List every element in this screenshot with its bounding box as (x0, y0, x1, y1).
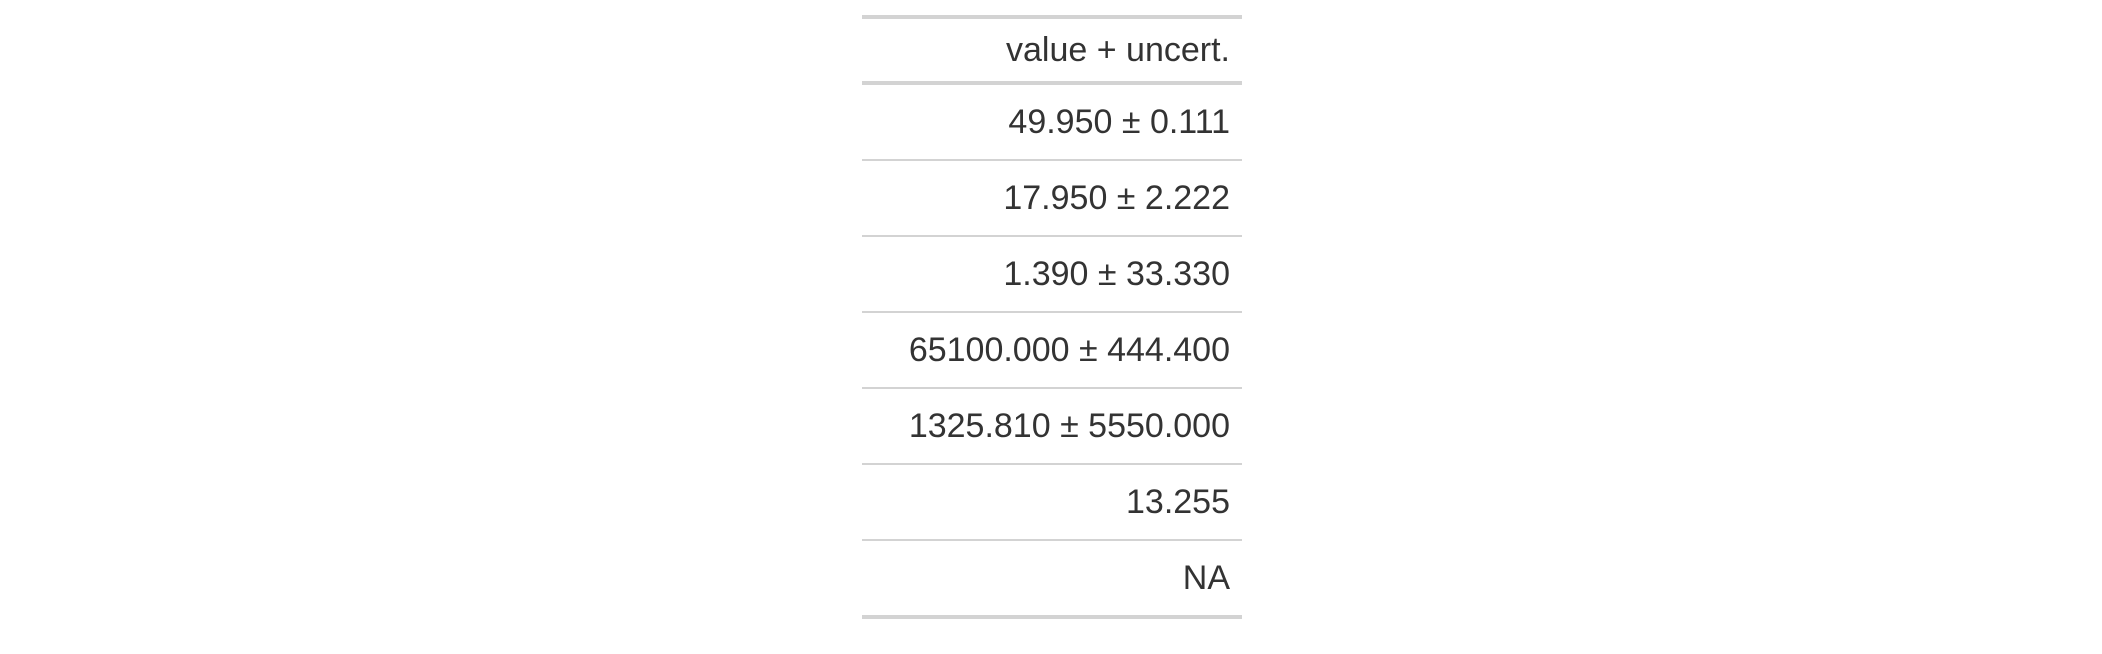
table-container (862, 15, 1242, 619)
header-row (862, 17, 1242, 83)
table-cell: 13.255 (862, 464, 1242, 540)
table-row (862, 160, 1242, 236)
table-cell: 1.390 ± 33.330 (862, 236, 1242, 312)
table-cell: 49.950 ± 0.111 (1008, 102, 1230, 141)
table-row (862, 540, 1242, 617)
column-header-value-uncert: value + uncert. (862, 17, 1242, 83)
table-cell: 65100.000 ± 444.400 (862, 312, 1242, 388)
table-row (862, 312, 1242, 388)
table-row (862, 388, 1242, 464)
table-cell: 17.950 ± 2.222 (862, 160, 1242, 236)
table-body (862, 83, 1242, 617)
table-header (862, 17, 1242, 83)
data-table (862, 15, 1242, 619)
table-row (862, 83, 1242, 160)
table-cell: NA (862, 540, 1242, 617)
table-row (862, 236, 1242, 312)
table-cell: 1325.810 ± 5550.000 (862, 388, 1242, 464)
table-row (862, 464, 1242, 540)
